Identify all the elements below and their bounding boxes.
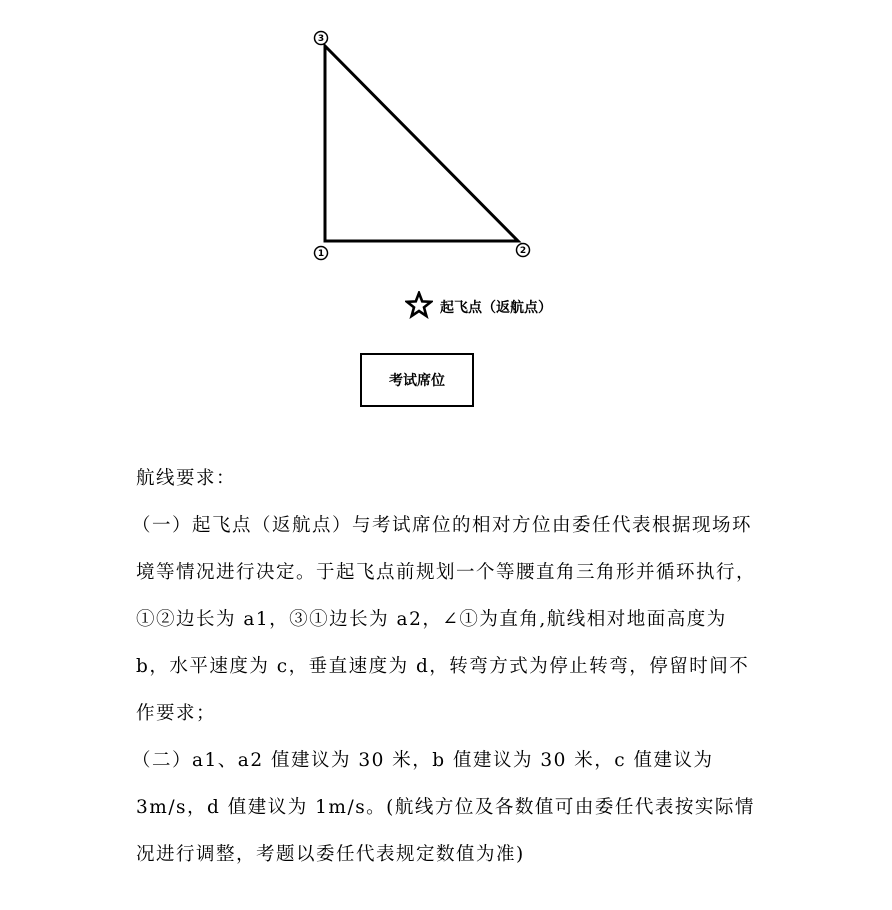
takeoff-point-label: 起飞点（返航点） — [440, 300, 552, 316]
waypoint-2-number: 2 — [519, 246, 527, 256]
waypoint-2-marker — [517, 244, 530, 257]
exam-seat-label: 考试席位 — [389, 373, 445, 389]
waypoint-3-marker — [315, 32, 328, 45]
star-icon — [405, 291, 433, 319]
waypoint-1-number: 1 — [317, 249, 325, 259]
requirement-paragraph-1: （一）起飞点（返航点）与考试席位的相对方位由委任代表根据现场环境等情况进行决定。于起飞点前规划一个等腰直角三角形并循环执行，①②边长为 a1，③①边长为 a2，∠①为直角,航线相对地面高度为 b，水平速度为 c，垂直速度为 d，转弯方式为停止转弯，停留时间不作要求； — [132, 515, 757, 724]
requirements-heading: 航线要求： — [136, 468, 237, 489]
requirement-paragraph-2: （二）a1、a2 值建议为 30 米，b 值建议为 30 米，c 值建议为 3m/s，d 值建议为 1m/s。(航线方位及各数值可由委任代表按实际情况进行调整，考题以委任代表规定数值为准) — [132, 750, 755, 865]
route-triangle — [325, 46, 518, 241]
exam-seat-box — [360, 353, 474, 407]
waypoint-3-number: 3 — [317, 34, 325, 44]
waypoint-1-marker — [315, 247, 328, 260]
route-requirements — [132, 455, 766, 878]
